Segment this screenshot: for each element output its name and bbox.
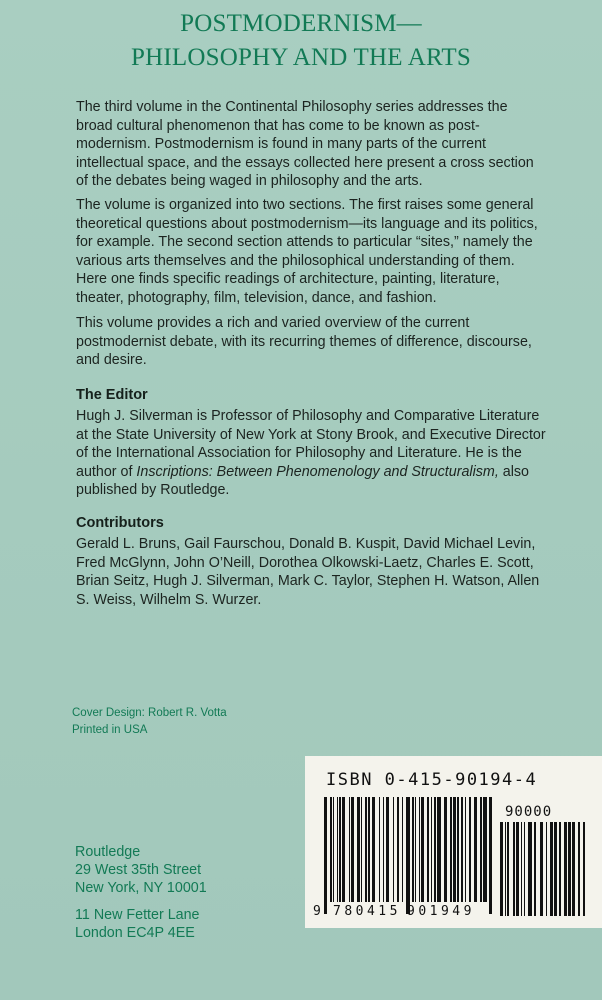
barcode-bar bbox=[351, 797, 354, 902]
barcode-bar bbox=[500, 822, 503, 916]
barcode-bar bbox=[534, 822, 536, 916]
barcode-bar bbox=[427, 797, 429, 902]
barcode-bar bbox=[450, 797, 452, 902]
barcode-bar bbox=[444, 797, 447, 902]
barcode-bar bbox=[349, 797, 350, 902]
barcode-bar bbox=[361, 797, 362, 902]
barcode-bar bbox=[365, 797, 367, 902]
barcode-bar bbox=[406, 797, 410, 914]
barcode-bar bbox=[480, 797, 482, 902]
barcode-bar bbox=[437, 797, 441, 902]
description-paragraph-2: The volume is organized into two sections. The first raises some general theoretical questions about postmodernism—its language and its politics, for example. The second section attends to particular “sites,” namely the various arts themselves and the philosophical understanding of them. Here one finds specific readings of architecture, painting, literature, theater, photography, film, television, dance, and fashion. bbox=[76, 197, 538, 306]
barcode-bar bbox=[386, 797, 389, 902]
isbn-number: ISBN 0-415-90194-4 bbox=[326, 770, 538, 790]
barcode-bar bbox=[516, 822, 519, 916]
barcode-bar bbox=[453, 797, 456, 902]
contributors-list: Gerald L. Bruns, Gail Faurschou, Donald B. Kuspit, David Michael Levin, Fred McGlynn, John O’Neill, Dorothea Olkowski-Laetz, Charles E. Scott, Brian Seitz, Hugh J. Silverman, Mark C. Taylor, Stephen H. Watson, Allen S. Weiss, Wilhelm S. Wurzer. bbox=[76, 536, 540, 608]
description-paragraph-3: This volume provides a rich and varied overview of the current postmodernist debate, with its recurring themes of difference, discourse, and desire. bbox=[76, 315, 532, 369]
barcode-lead-digit: 9 bbox=[313, 904, 321, 919]
barcode-bar bbox=[559, 822, 561, 916]
barcode-bar bbox=[412, 797, 414, 902]
title-line-1: POSTMODERNISM— bbox=[180, 10, 422, 37]
barcode-bar bbox=[540, 822, 543, 916]
contributors-heading: Contributors bbox=[76, 515, 164, 531]
barcode-bar bbox=[421, 797, 424, 902]
barcode-bar bbox=[431, 797, 432, 902]
barcode-bar bbox=[554, 822, 557, 916]
publisher-name: Routledge bbox=[75, 844, 141, 860]
barcode-bar bbox=[330, 797, 332, 902]
barcode-right-digits: 901949 bbox=[407, 904, 475, 919]
description-paragraph-1: The third volume in the Continental Philosophy series addresses the broad cultural phenomenon that has come to be known as post-modernism. Postmodernism is found in many parts of the current intellectual space, and the essays collected here present a cross section of the debates being waged in philosophy and the arts. bbox=[76, 99, 534, 190]
barcode-bar bbox=[333, 797, 334, 902]
barcode-addon-bars bbox=[500, 822, 585, 916]
barcode-bar bbox=[461, 797, 463, 902]
editor-book-title: Inscriptions: Between Phenomenology and Structuralism, bbox=[136, 463, 499, 480]
barcode-bar bbox=[521, 822, 522, 916]
publisher-ny-street: 29 West 35th Street bbox=[75, 862, 202, 878]
barcode-bar bbox=[357, 797, 360, 902]
barcode-left-digits: 780415 bbox=[333, 904, 401, 919]
publisher-uk-city: London EC4P 4EE bbox=[75, 925, 195, 941]
barcode-bar bbox=[505, 822, 506, 916]
barcode-bar bbox=[383, 797, 384, 902]
printed-in-credit: Printed in USA bbox=[72, 724, 148, 736]
barcode-bar bbox=[564, 822, 567, 916]
barcode-bar bbox=[550, 822, 553, 916]
title-line-2: PHILOSOPHY AND THE ARTS bbox=[131, 44, 471, 71]
barcode-bar bbox=[415, 797, 416, 902]
barcode-bar bbox=[339, 797, 341, 902]
editor-bio-tail: also published by Routledge. bbox=[76, 463, 529, 499]
barcode-bar bbox=[324, 797, 327, 914]
barcode-bar bbox=[379, 797, 380, 902]
barcode-bar bbox=[469, 797, 471, 902]
publisher-ny-city: New York, NY 10001 bbox=[75, 880, 207, 896]
barcode-bar bbox=[457, 797, 459, 902]
price-addon-digits: 90000 bbox=[505, 804, 553, 820]
barcode-bar bbox=[393, 797, 394, 902]
barcode-bar bbox=[419, 797, 420, 902]
barcode-bar bbox=[434, 797, 436, 902]
barcode-bar bbox=[528, 822, 532, 916]
barcode-bar bbox=[489, 797, 492, 914]
barcode-bar bbox=[368, 797, 370, 902]
cover-design-credit: Cover Design: Robert R. Votta bbox=[72, 707, 227, 719]
editor-heading: The Editor bbox=[76, 387, 148, 403]
barcode-bar bbox=[546, 822, 547, 916]
barcode-bar bbox=[572, 822, 575, 916]
barcode-bar bbox=[465, 797, 466, 902]
barcode-bar bbox=[483, 797, 487, 902]
barcode-bar bbox=[578, 822, 580, 916]
barcode-bar bbox=[474, 797, 477, 902]
barcode-bar bbox=[524, 822, 525, 916]
barcode-bar bbox=[507, 822, 509, 916]
barcode-bar bbox=[342, 797, 345, 902]
editor-bio-text: Hugh J. Silverman is Professor of Philosophy and Comparative Literature at the State University of New York at Stony Brook, and Executive Director of the International Association for Philosophy and Literature. He is the author of bbox=[76, 408, 546, 480]
barcode-bar bbox=[337, 797, 338, 902]
barcode-bar bbox=[583, 822, 585, 916]
barcode-bar bbox=[397, 797, 399, 902]
barcode-bar bbox=[402, 797, 403, 902]
publisher-uk-street: 11 New Fetter Lane bbox=[75, 907, 200, 923]
barcode-bar bbox=[568, 822, 571, 916]
barcode-bar bbox=[513, 822, 515, 916]
barcode-bar bbox=[372, 797, 375, 902]
barcode-main-bars bbox=[324, 797, 492, 914]
